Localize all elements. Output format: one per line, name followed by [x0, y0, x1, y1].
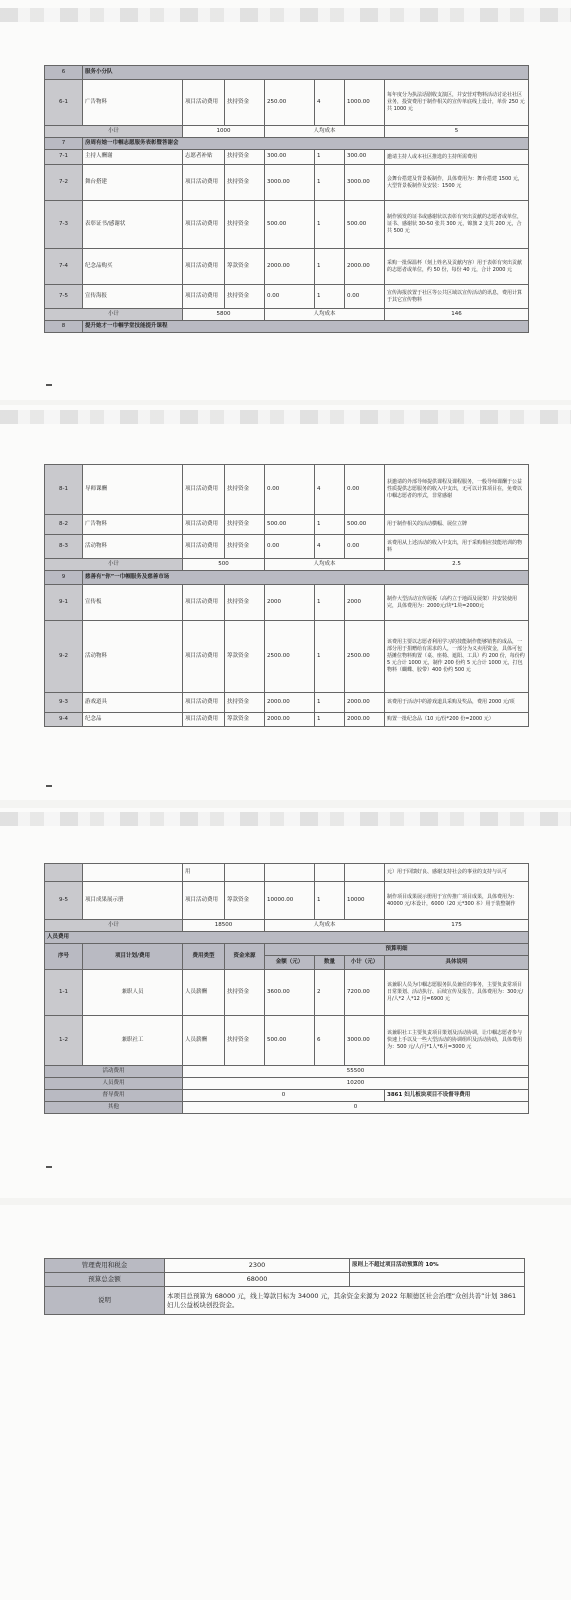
scan-artifact: [0, 812, 571, 826]
subtotal-row: 小计 500 人均成本 2.5: [45, 559, 529, 571]
summary-row-other: 其他 0: [45, 1102, 529, 1114]
table-row: 8-2 广告物料 项目活动费用 扶持资金 500.00 1 500.00 用于制作相关的活动横幅、展位立牌: [45, 515, 529, 535]
table-row: 7-2 舞台搭建 项目活动费用 扶持资金 3000.00 1 3000.00 会舞台搭建及背景板制作，具体费用为：舞台搭建 1500 元，大型背景板制作及安装：1500 元: [45, 165, 529, 201]
subtotal-row: 小计 18500 人均成本 175: [45, 920, 529, 932]
table-row: 9-2 活动物料 项目活动费用 筹款资金 2500.00 1 2500.00 该费用主要以志愿者利用学习的技能制作能够销售的成品，一部分用于捐赠给有需求的人，一部分为义卖用资金，具体可包括摊位物料购置（桌、座椅、遮阳、工具）约 200 份，每份约 5 元合计 1000 元，制作 200 份约 5 元合计 1000 元，打包物料（蝴蝶、胶带）400 份约 500 元: [45, 621, 529, 693]
budget-table-section-2: [44, 464, 529, 727]
summary-row-note: 说明 本项目总预算为 68000 元，线上筹款目标为 34000 元，其余资金来源为 2022 年顺德区社会治理“众创共善”计划 3861 妇儿公益板块创投资金。: [45, 1287, 525, 1315]
scan-artifact: [0, 410, 571, 424]
subtotal-row: 小计 1000 人均成本 5: [45, 126, 529, 138]
page-mark: [46, 384, 52, 386]
table-row: [45, 66, 529, 80]
budget-summary-table: [44, 1258, 525, 1315]
table-row: 6-1 广告物料 项目活动费用 扶持资金 250.00 4 1000.00 每年度分为执法话剧收支演区，并安营对物料活动讨论社社区业务，投资费用于制作相关的宣传单底线上设计，单价 250 元共 1000 元: [45, 80, 529, 126]
table-row: 用 元）用于回馈好良、感谢支持社会的事业的支持与认可: [45, 864, 529, 882]
summary-row-personnel: 人员费用 10200: [45, 1078, 529, 1090]
summary-row-management: 管理费用和税金 2300 原则上不超过项目活动预算的 10%: [45, 1259, 525, 1273]
summary-row-total: 预算总金额 68000: [45, 1273, 525, 1287]
activity-title: 服务小分队: [83, 66, 529, 80]
page-mark: [46, 785, 52, 787]
table-row: 8-1 导师课酬 项目活动费用 扶持资金 0.00 4 0.00 获邀请的外部导师提供课程及课程服务，一般导师课酬于公益性质提供志愿服务的收入中支出，无可以计算项目在，免费以巾帼志愿者的形式，非常感谢: [45, 465, 529, 515]
summary-row-activity: 活动费用 55500: [45, 1066, 529, 1078]
summary-row-supervision: 督导费用 0 3861 妇儿板块项目不设督导费用: [45, 1090, 529, 1102]
table-row: 1-2 兼职社工 人员薪酬 扶持资金 500.00 6 3000.00 该兼职社工主要负责项目策划及活动协调，让巾帼志愿者参与快速上手以及一些大型活动的协调组织及活动协助，具体费用为：500 元/人/月*1人*6月=3000 元: [45, 1016, 529, 1066]
section-header-personnel: 人员费用: [45, 932, 529, 944]
table-row: 9-4 纪念品 项目活动费用 筹款资金 2000.00 1 2000.00 购置一批纪念品（10 元/份*200 份=2000 元）: [45, 713, 529, 727]
table-row: 7 房周有她一巾帼志愿服务表彰暨答谢会: [45, 138, 529, 150]
table-header-row: 序号 项目计划/费用 费用类型 资金来源 预算明细: [45, 944, 529, 956]
row-number: 6: [45, 66, 83, 80]
table-row: 9-1 宣传板 项目活动费用 扶持资金 2000 1 2000 制作大型活动宣传展板（高约立于地面及展架）并安装使用完，具体费用为：2000元/块*1块=2000元: [45, 585, 529, 621]
table-row: 8-3 活动物料 项目活动费用 扶持资金 0.00 4 0.00 该费用从上述活动的收入中支出，用于采购相应技能培训的物料: [45, 535, 529, 559]
budget-table-section-1: [44, 65, 529, 333]
table-row: 9 慈善有“你”一巾帼服务及慈善市场: [45, 571, 529, 585]
table-row: 7-4 纪念品购买 项目活动费用 筹款资金 2000.00 1 2000.00 采购一批保温杯（刻上姓名及贡献内容）用于表彰有突出贡献的志愿者或单位，约 50 份，每份 40 元，合计 2000 元: [45, 249, 529, 285]
budget-table-section-3: [44, 863, 529, 1114]
table-row: 7-1 主持人酬谢 志愿者补贴 扶持资金 300.00 1 300.00 邀请主持人或本社区推选的主持所需费用: [45, 150, 529, 165]
table-row: 1-1 兼职人员 人员薪酬 扶持资金 3600.00 2 7200.00 该兼职人员为巾帼志愿服务队员兼任的事务，主要负责常项目日常策划、活动执行、后续宣传及报告。具体费用为：300元/月/人*2 人*12 月=6900 元: [45, 970, 529, 1016]
table-header-row: 金额（元） 数量 小计（元） 具体说明: [45, 956, 529, 970]
scan-artifact: [0, 8, 571, 22]
subtotal-row: 小计 5800 人均成本 146: [45, 309, 529, 321]
table-row: 9-3 游戏道具 项目活动费用 扶持资金 2000.00 1 2000.00 该费用于活动中的游戏道具采购及奖品，费用 2000 元/项: [45, 693, 529, 713]
table-row: 9-5 项目成果展示册 项目活动费用 筹款资金 10000.00 1 10000 制作项目成果展示册用于宣传推广项目成果，具体费用为：40000 元/本设计，6000（20 元*300 本）用于装整制作: [45, 882, 529, 920]
table-row: 7-3 表彰证书/感谢状 项目活动费用 扶持资金 500.00 1 500.00 制作颁发的证书或感谢状以表彰有突出贡献的志愿者或单位，证书、感谢状 30-50 张共 300 元，锦旗 2 支共 200 元，合共 500 元: [45, 201, 529, 249]
page-mark: [46, 1166, 52, 1168]
table-row: 8 提升她才一巾帼学堂技能提升课程: [45, 321, 529, 333]
table-row: 7-5 宣传海报 项目活动费用 扶持资金 0.00 1 0.00 宣传海报放置于社区等公共区域以宣传活动的讯息，费用计算于其它宣传物料: [45, 285, 529, 309]
